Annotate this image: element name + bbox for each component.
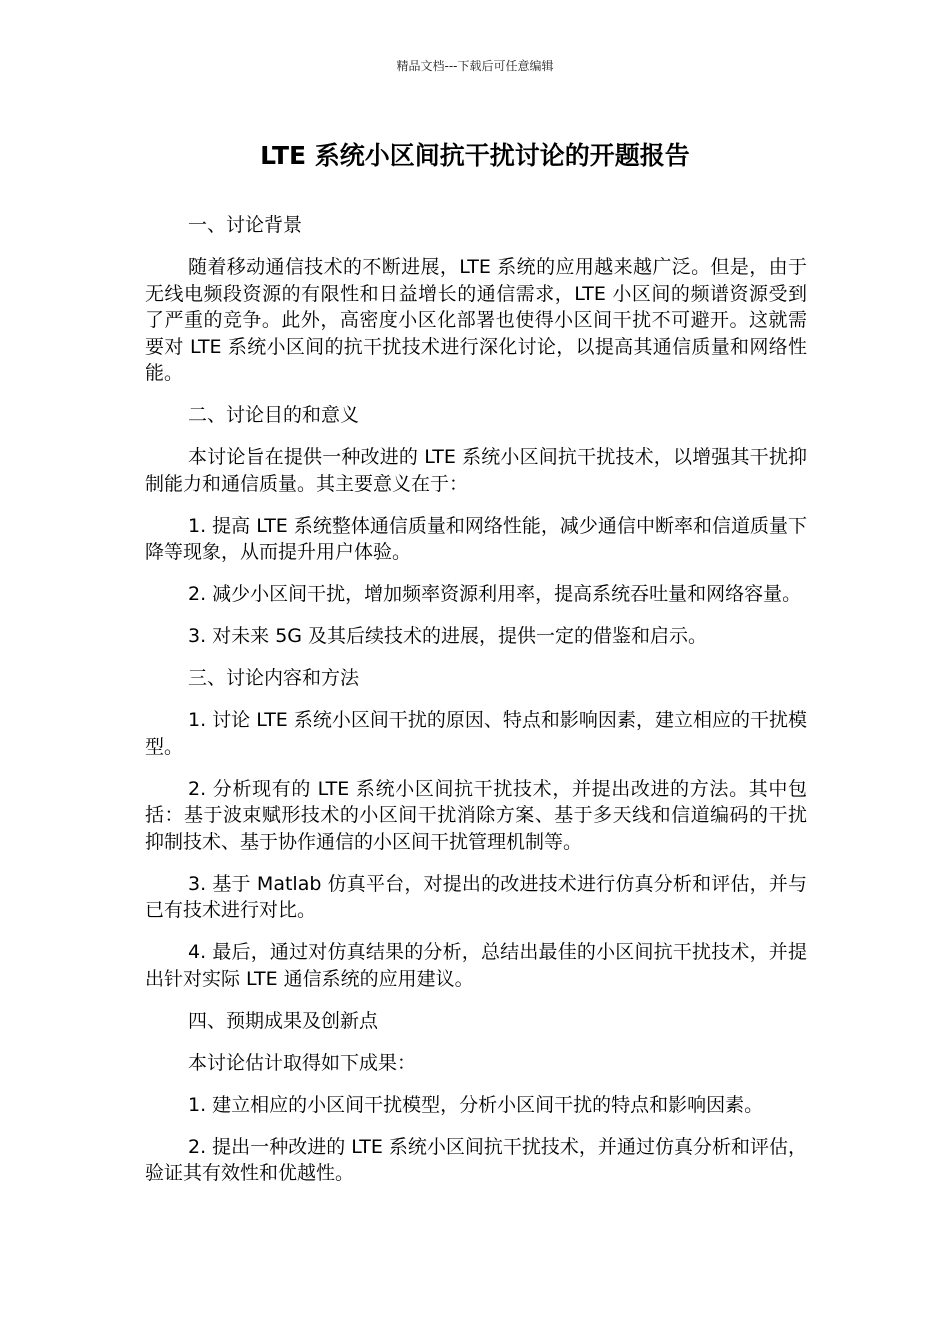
section-heading-methods: 三、讨论内容和方法 xyxy=(188,667,360,689)
list-item-purpose-1: 1. 提高 LTE 系统整体通信质量和网络性能，减少通信中断率和信道质量下降等现象，从而提升用户体验。 xyxy=(145,514,807,563)
header-note: 精品文档---下载后可任意编辑 xyxy=(396,59,554,73)
list-item-purpose-2: 2. 减少小区间干扰，增加频率资源利用率，提高系统吞吐量和网络容量。 xyxy=(188,583,802,605)
section-heading-purpose: 二、讨论目的和意义 xyxy=(188,404,360,426)
document-body xyxy=(145,212,807,1202)
paragraph-background: 随着移动通信技术的不断进展，LTE 系统的应用越来越广泛。但是，由于无线电频段资源的有限性和日益增长的通信需求，LTE 小区间的频谱资源受到了严重的竞争。此外，高密度小区化部署也使得小区间干扰不可避开。这就需要对 LTE 系统小区间的抗干扰技术进行深化讨论，以提高其通信质量和网络性能。 xyxy=(145,256,807,384)
list-item-results-2: 2. 提出一种改进的 LTE 系统小区间抗干扰技术，并通过仿真分析和评估，验证其有效性和优越性。 xyxy=(145,1135,807,1184)
list-item-results-1: 1. 建立相应的小区间干扰模型，分析小区间干扰的特点和影响因素。 xyxy=(188,1093,764,1116)
paragraph-results-intro: 本讨论估计取得如下成果： xyxy=(188,1051,417,1074)
list-item-methods-4: 4. 最后，通过对仿真结果的分析，总结出最佳的小区间抗干扰技术，并提出针对实际 LTE 通信系统的应用建议。 xyxy=(145,941,807,990)
section-heading-background: 一、讨论背景 xyxy=(188,214,303,236)
section-heading-results: 四、预期成果及创新点 xyxy=(188,1009,379,1032)
document-title: LTE 系统小区间抗干扰讨论的开题报告 xyxy=(260,141,690,170)
list-item-methods-3: 3. 基于 Matlab 仿真平台，对提出的改进技术进行仿真分析和评估，并与已有技术进行对比。 xyxy=(145,872,807,921)
list-item-purpose-3: 3. 对未来 5G 及其后续技术的进展，提供一定的借鉴和启示。 xyxy=(188,625,708,647)
paragraph-purpose: 本讨论旨在提供一种改进的 LTE 系统小区间抗干扰技术，以增强其干扰抑制能力和通信质量。其主要意义在于： xyxy=(145,446,807,495)
list-item-methods-2: 2. 分析现有的 LTE 系统小区间抗干扰技术，并提出改进的方法。其中包括：基于波束赋形技术的小区间干扰消除方案、基于多天线和信道编码的干扰抑制技术、基于协作通信的小区间干扰管理机制等。 xyxy=(145,777,807,853)
list-item-methods-1: 1. 讨论 LTE 系统小区间干扰的原因、特点和影响因素，建立相应的干扰模型。 xyxy=(145,709,807,758)
